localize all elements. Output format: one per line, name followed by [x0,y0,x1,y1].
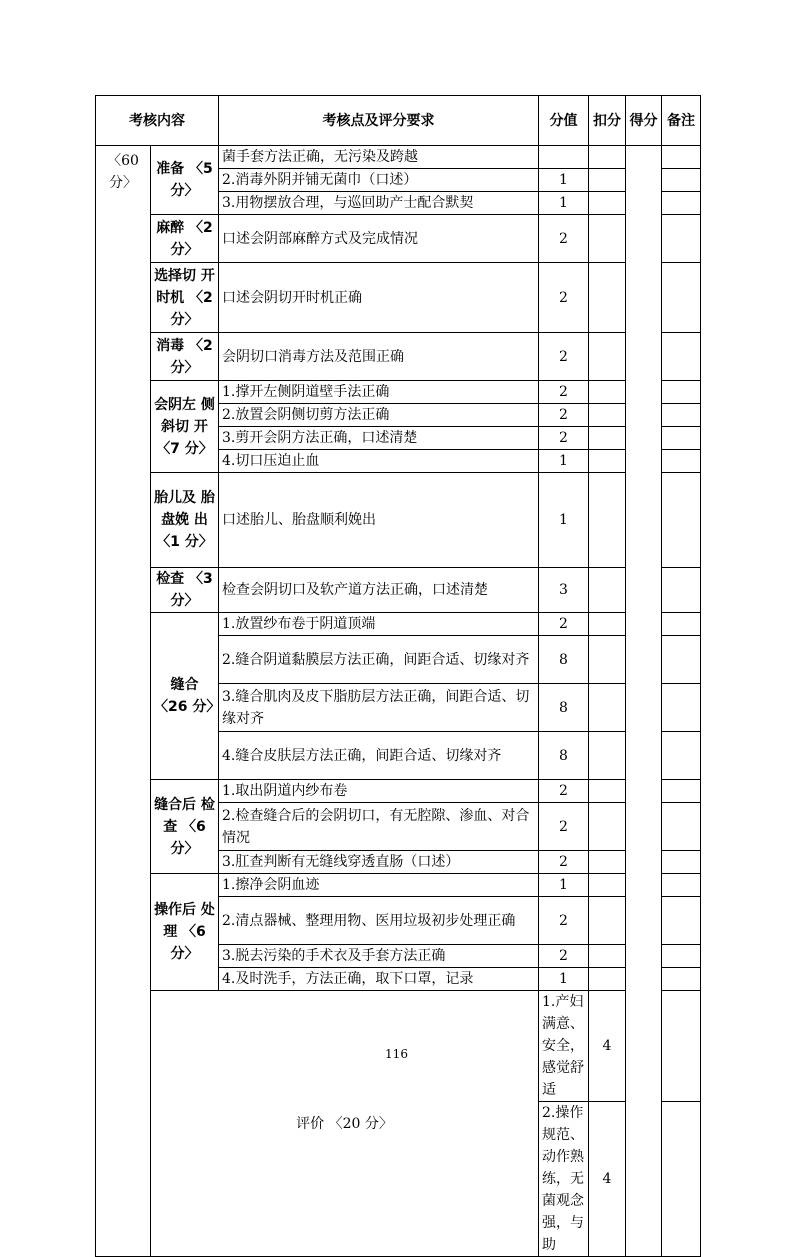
item-text: 3.肛查判断有无缝线穿透直肠（口述） [219,851,539,874]
item-text: 3.剪开会阴方法正确，口述清楚 [219,427,539,450]
item-score: 4 [589,991,626,1102]
remark-cell [662,450,701,473]
deduct-cell [589,450,626,473]
item-score [539,146,589,169]
deduct-cell [589,613,626,636]
item-score: 8 [539,732,589,780]
item-text: 3.脱去污染的手术衣及手套方法正确 [219,945,539,968]
remark-cell [662,146,701,169]
remark-cell [662,192,701,215]
deduct-cell [589,568,626,613]
item-score: 3 [539,568,589,613]
remark-cell [662,381,701,404]
header-row [96,96,701,146]
item-text: 4.及时洗手，方法正确，取下口罩，记录 [219,968,539,991]
remark-cell [662,613,701,636]
deduct-cell [589,780,626,803]
main-section-label: 〈60 分〉 [96,146,151,1257]
header-content: 考核内容 [96,96,219,146]
remark-cell [662,945,701,968]
category-label: 准备 〈5 分〉 [151,146,219,215]
item-text: 会阴切口消毒方法及范围正确 [219,333,539,381]
remark-cell [662,732,701,780]
remark-cell [662,803,701,851]
deduct-cell [589,945,626,968]
deduct-cell [589,146,626,169]
remark-cell [662,636,701,684]
item-text: 1.擦净会阴血迹 [219,874,539,897]
item-score: 1 [539,192,589,215]
remark-cell [662,851,701,874]
remark-cell [662,473,701,568]
item-score: 1 [539,968,589,991]
item-score: 2 [539,215,589,263]
item-score: 4 [589,1102,626,1257]
header-deduct: 扣分 [589,96,626,146]
deduct-cell [589,684,626,732]
remark-cell [662,333,701,381]
remark-cell [662,404,701,427]
assessment-table [95,95,701,1257]
remark-cell [662,263,701,333]
item-text: 1.撑开左侧阴道壁手法正确 [219,381,539,404]
category-label: 选择切 开时机 〈2 分〉 [151,263,219,333]
item-text: 4.切口压迫止血 [219,450,539,473]
item-score: 8 [539,636,589,684]
category-label: 检查 〈3 分〉 [151,568,219,613]
item-score: 2 [539,404,589,427]
deduct-cell [589,732,626,780]
item-score: 2 [539,851,589,874]
item-text: 2.缝合阴道黏膜层方法正确，间距合适、切缘对齐 [219,636,539,684]
item-text: 口述会阴部麻醉方式及完成情况 [219,215,539,263]
deduct-cell [589,427,626,450]
page-number: 116 [385,1047,408,1061]
category-label: 会阴左 侧斜切 开 〈7 分〉 [151,381,219,473]
deduct-cell [589,192,626,215]
header-remark: 备注 [662,96,701,146]
remark-cell [662,897,701,945]
item-text: 3.用物摆放合理，与巡回助产士配合默契 [219,192,539,215]
deduct-cell [589,874,626,897]
header-value: 分值 [539,96,589,146]
item-score: 2 [539,780,589,803]
deduct-cell [589,404,626,427]
deduct-cell [662,991,701,1102]
item-score: 2 [539,263,589,333]
item-text: 2.消毒外阴并铺无菌巾（口述） [219,169,539,192]
category-label: 缝合 〈26 分〉 [151,613,219,780]
item-text: 1.产妇满意、安全，感觉舒适 [539,991,589,1102]
remark-cell [662,215,701,263]
header-points: 考核点及评分要求 [219,96,539,146]
category-label: 操作后 处理 〈6 分〉 [151,874,219,991]
deduct-cell [662,1102,701,1257]
item-score: 1 [539,874,589,897]
category-label: 麻醉 〈2 分〉 [151,215,219,263]
item-score: 2 [539,381,589,404]
item-score: 1 [539,473,589,568]
deduct-cell [589,473,626,568]
item-text: 4.缝合皮肤层方法正确，间距合适、切缘对齐 [219,732,539,780]
deduct-cell [589,169,626,192]
item-text: 菌手套方法正确，无污染及跨越 [219,146,539,169]
deduct-cell [589,333,626,381]
deduct-cell [589,215,626,263]
category-label: 缝合后 检查 〈6 分〉 [151,780,219,874]
score-cell [626,146,662,1257]
category-label: 消毒 〈2 分〉 [151,333,219,381]
deduct-cell [589,263,626,333]
evaluation-label: 评价 〈20 分〉 [151,991,539,1257]
deduct-cell [589,803,626,851]
item-text: 2.检查缝合后的会阴切口，有无腔隙、渗血、对合情况 [219,803,539,851]
category-label: 胎儿及 胎盘娩 出 〈1 分〉 [151,473,219,568]
item-text: 2.清点器械、整理用物、医用垃圾初步处理正确 [219,897,539,945]
item-score: 8 [539,684,589,732]
item-text: 口述胎儿、胎盘顺利娩出 [219,473,539,568]
remark-cell [662,568,701,613]
item-text: 检查会阴切口及软产道方法正确，口述清楚 [219,568,539,613]
item-text: 2.放置会阴侧切剪方法正确 [219,404,539,427]
deduct-cell [589,636,626,684]
item-score: 1 [539,450,589,473]
item-text: 口述会阴切开时机正确 [219,263,539,333]
deduct-cell [589,381,626,404]
remark-cell [662,427,701,450]
item-score: 2 [539,427,589,450]
item-score: 2 [539,803,589,851]
item-score: 2 [539,945,589,968]
remark-cell [662,169,701,192]
header-score: 得分 [626,96,662,146]
deduct-cell [589,968,626,991]
item-score: 2 [539,897,589,945]
deduct-cell [589,897,626,945]
deduct-cell [589,851,626,874]
item-text: 1.放置纱布卷于阴道顶端 [219,613,539,636]
remark-cell [662,780,701,803]
remark-cell [662,684,701,732]
remark-cell [662,968,701,991]
remark-cell [662,874,701,897]
item-text: 2.操作规范、动作熟练，无菌观念强，与助 [539,1102,589,1257]
item-text: 1.取出阴道内纱布卷 [219,780,539,803]
item-score: 2 [539,333,589,381]
item-text: 3.缝合肌肉及皮下脂肪层方法正确，间距合适、切缘对齐 [219,684,539,732]
item-score: 2 [539,613,589,636]
item-score: 1 [539,169,589,192]
